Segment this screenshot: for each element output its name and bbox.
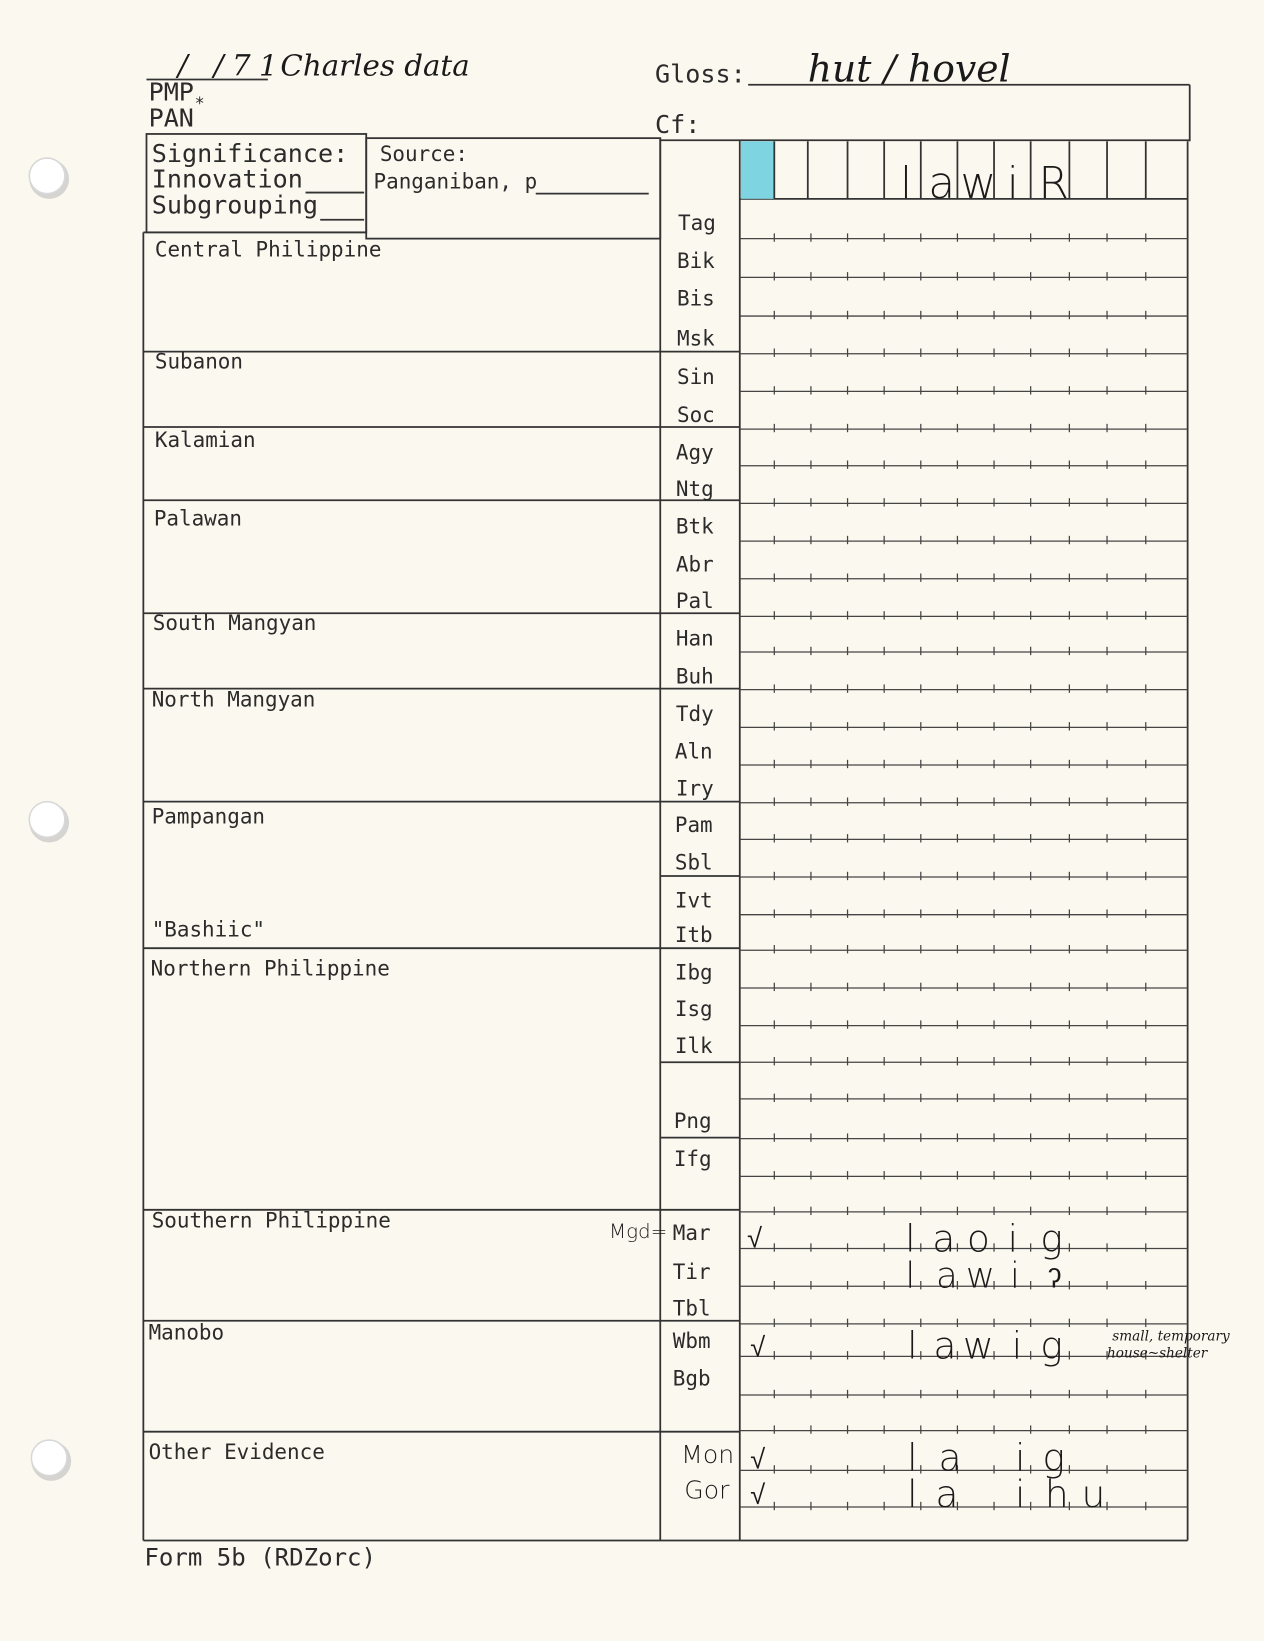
language-code: Agy <box>675 440 714 465</box>
language-code: Han <box>675 626 714 651</box>
language-code: Aln <box>674 739 713 764</box>
language-code: Wbm <box>672 1328 711 1353</box>
proto-pmp-label: PMP <box>148 77 194 107</box>
data-note: Charles data <box>280 48 470 83</box>
language-code: Btk <box>675 514 714 539</box>
language-code: Ilk <box>674 1033 713 1058</box>
punch-hole-middle <box>29 802 65 838</box>
punch-hole-top <box>29 158 65 194</box>
group-central-philippine: Central Philippine <box>154 237 382 262</box>
entry-letter: a <box>933 1323 957 1368</box>
language-code: Gor <box>684 1475 730 1505</box>
language-code: Pam <box>674 813 713 838</box>
entry-letter: a <box>936 1255 958 1297</box>
reconstruction-letter: i <box>1006 157 1019 209</box>
language-code: Png <box>673 1109 712 1134</box>
wbm-gloss-note: small, temporary <box>1112 1328 1230 1345</box>
language-code: Buh <box>675 664 714 689</box>
language-code: Sbl <box>674 850 713 875</box>
highlight-cell <box>741 141 774 199</box>
reconstruction-letter: l <box>900 157 913 209</box>
source-label: Source: <box>379 142 468 167</box>
entry-letter: i <box>1011 1323 1023 1368</box>
language-code: Soc <box>676 402 715 427</box>
entry-letter: w <box>965 1255 995 1297</box>
language-code: Sin <box>676 365 715 390</box>
entry-letter: l <box>907 1435 918 1480</box>
group-kalamian: Kalamian <box>154 427 256 452</box>
entry-letter: u <box>1081 1472 1106 1517</box>
cf-label: Cf: <box>655 109 701 139</box>
group-bashiic: "Bashiic" <box>151 917 265 942</box>
group-south-mangyan: South Mangyan <box>152 611 317 636</box>
language-code: Mon <box>681 1440 735 1470</box>
wbm-gloss-note: house~shelter <box>1107 1345 1208 1362</box>
group-southern-philippine: Southern Philippine <box>151 1208 391 1233</box>
language-code: Ivt <box>674 888 713 913</box>
entry-letter: g <box>1040 1216 1063 1261</box>
entry-letter: a <box>932 1216 956 1261</box>
entry-letter: l <box>905 1255 916 1297</box>
significance-label: Significance: <box>151 139 349 169</box>
entry-letter: a <box>938 1435 962 1480</box>
entry-letter: g <box>1042 1435 1065 1480</box>
language-code: Bis <box>676 286 715 311</box>
entry-letter: l <box>907 1472 918 1517</box>
entry-letter: g <box>1040 1323 1063 1368</box>
source-value: Panganiban, p <box>373 169 538 194</box>
entry-letter: h <box>1044 1472 1069 1517</box>
language-code: Tag <box>678 211 716 236</box>
language-code: Bik <box>676 248 715 273</box>
reconstruction-letter: R <box>1038 157 1069 209</box>
language-code: Bgb <box>672 1366 711 1391</box>
entry-letter: i <box>1014 1472 1026 1517</box>
language-code: Msk <box>676 326 715 351</box>
group-palawan: Palawan <box>153 506 242 531</box>
check-mark: √ <box>750 1479 766 1511</box>
group-other-evidence: Other Evidence <box>148 1439 325 1464</box>
mgd-prefix: Mgd= <box>608 1220 668 1244</box>
date-entry: / /71 <box>177 48 287 83</box>
entry-letter: a <box>935 1472 959 1517</box>
language-code: Iry <box>675 776 714 801</box>
reconstruction-letter: a <box>928 157 956 209</box>
subgrouping-label: Subgrouping <box>151 190 319 220</box>
entry-letter: i <box>1010 1255 1020 1297</box>
entry-letter: w <box>962 1323 994 1368</box>
language-code: Ifg <box>673 1146 712 1171</box>
entry-letter: o <box>966 1216 990 1261</box>
punch-hole-bottom <box>31 1440 67 1476</box>
group-subanon: Subanon <box>154 349 243 374</box>
check-mark: √ <box>750 1444 766 1476</box>
language-code: Tbl <box>672 1296 711 1321</box>
reconstruction-letter: w <box>960 157 997 209</box>
group-northern-philippine: Northern Philippine <box>150 956 390 981</box>
language-code: Tdy <box>675 702 714 727</box>
gloss-value: hut / hovel <box>807 46 1011 91</box>
language-code: Ibg <box>674 960 713 985</box>
language-code: Isg <box>674 997 713 1022</box>
language-code: Itb <box>674 922 713 947</box>
gloss-label: Gloss: <box>655 59 746 89</box>
proto-pan-label: PAN <box>148 103 194 133</box>
entry-letter: ʔ <box>1047 1263 1062 1295</box>
language-code: Ntg <box>675 477 714 502</box>
language-code: Mar <box>672 1221 711 1246</box>
proto-marker: * <box>194 92 205 113</box>
language-code: Pal <box>675 589 714 614</box>
check-mark: √ <box>750 1332 766 1364</box>
group-manobo: Manobo <box>148 1320 225 1345</box>
entry-letter: i <box>1014 1435 1026 1480</box>
group-pampangan: Pampangan <box>151 804 265 829</box>
form-footer: Form 5b (RDZorc) <box>144 1543 377 1572</box>
entry-letter: i <box>1007 1216 1019 1261</box>
innovation-label: Innovation <box>151 164 303 194</box>
entry-letter: l <box>907 1323 918 1368</box>
check-mark: √ <box>747 1223 763 1255</box>
language-code: Tir <box>672 1259 711 1284</box>
entry-letter: l <box>905 1216 916 1261</box>
language-code: Abr <box>675 552 714 577</box>
group-north-mangyan: North Mangyan <box>151 687 316 712</box>
